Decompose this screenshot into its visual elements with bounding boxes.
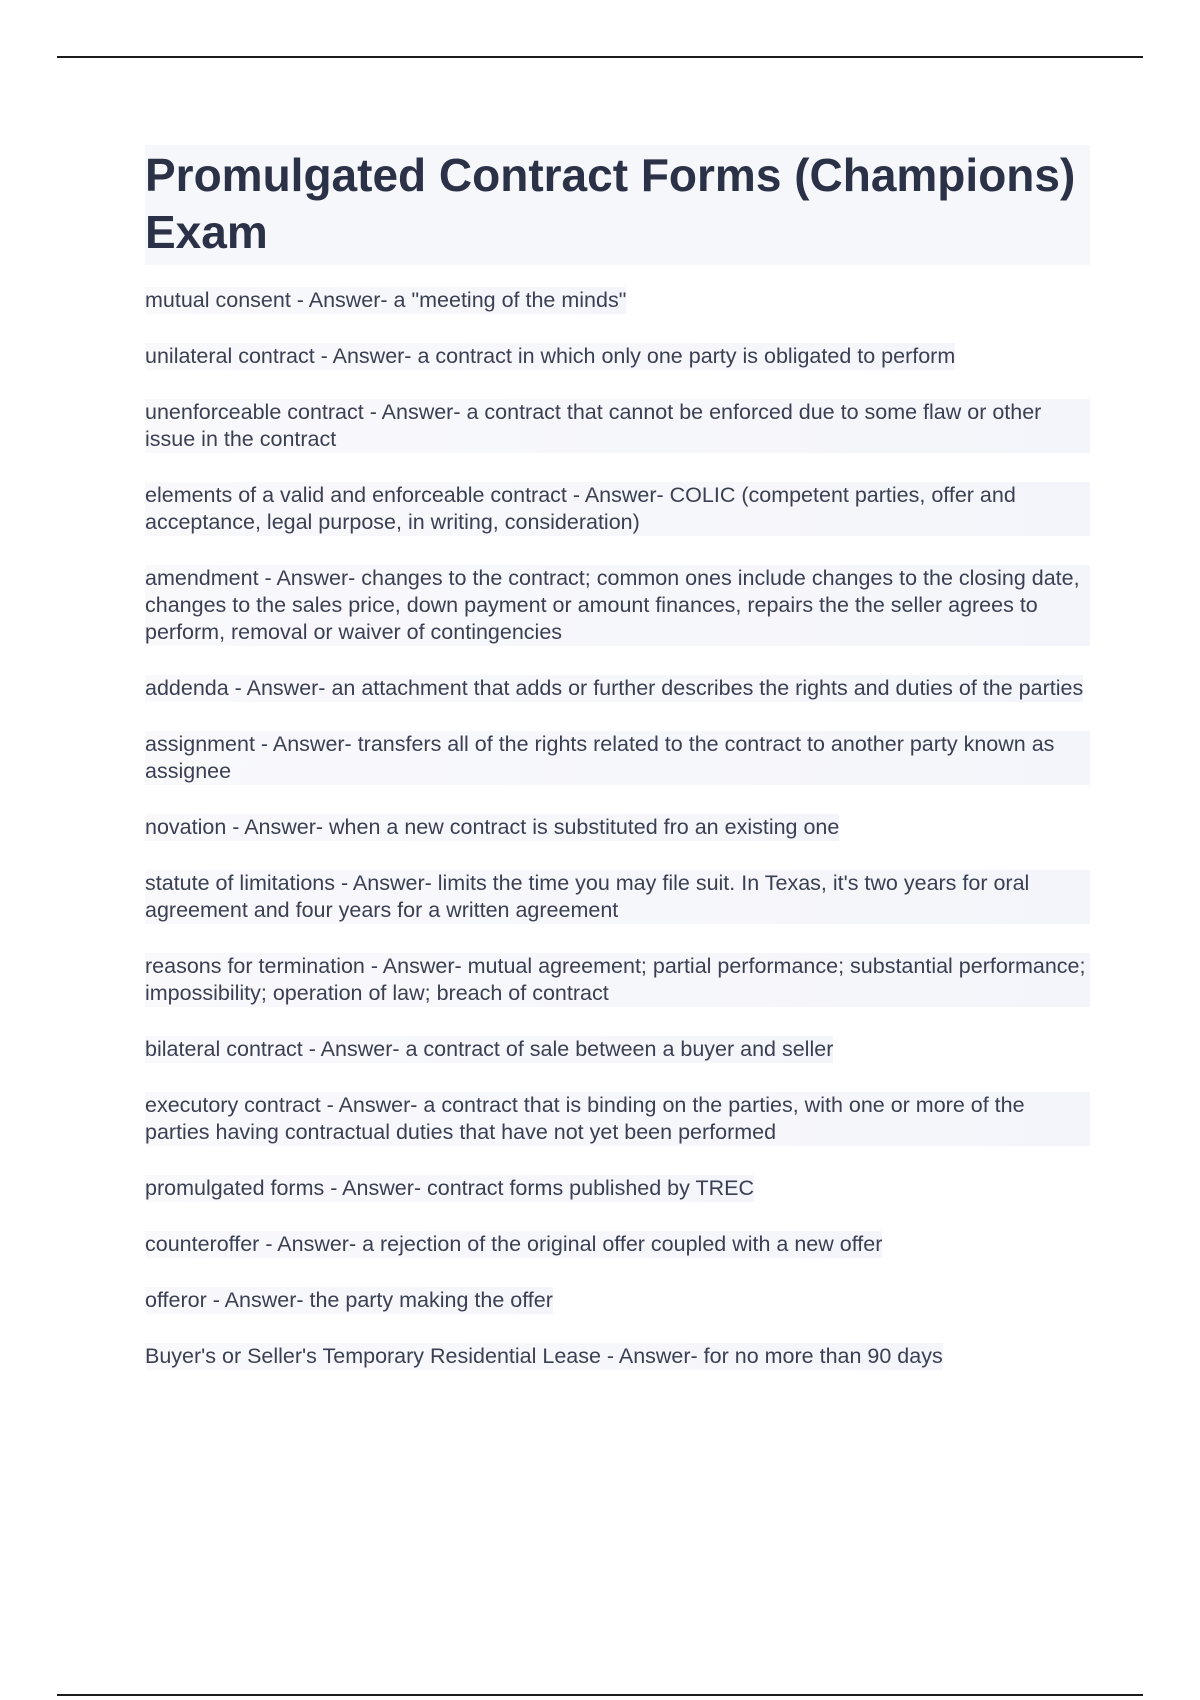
title-block bbox=[145, 145, 1090, 265]
qa-entry: elements of a valid and enforceable contract - Answer- COLIC (competent parties, offer and acceptance, legal purpose, in writing, consideration) bbox=[145, 482, 1090, 536]
qa-entry: assignment - Answer- transfers all of the rights related to the contract to another party known as assignee bbox=[145, 731, 1090, 785]
qa-entry: reasons for termination - Answer- mutual agreement; partial performance; substantial performance; impossibility; operation of law; breach of contract bbox=[145, 953, 1090, 1007]
qa-entry: amendment - Answer- changes to the contract; common ones include changes to the closing date, changes to the sales price, down payment or amount finances, repairs the the seller agrees to perform, removal or waiver of contingencies bbox=[145, 565, 1090, 646]
bottom-rule bbox=[57, 1694, 1143, 1696]
qa-entry: statute of limitations - Answer- limits the time you may file suit. In Texas, it's two years for oral agreement and four years for a written agreement bbox=[145, 870, 1090, 924]
qa-entry: bilateral contract - Answer- a contract of sale between a buyer and seller bbox=[145, 1037, 834, 1061]
document-title: Promulgated Contract Forms (Champions) Exam bbox=[145, 149, 1076, 258]
qa-entry: unilateral contract - Answer- a contract in which only one party is obligated to perform bbox=[145, 344, 956, 368]
qa-entry: addenda - Answer- an attachment that adds or further describes the rights and duties of the parties bbox=[145, 676, 1084, 700]
qa-entry: promulgated forms - Answer- contract forms published by TREC bbox=[145, 1176, 755, 1200]
qa-entry: mutual consent - Answer- a "meeting of the minds" bbox=[145, 288, 627, 312]
qa-entry: Buyer's or Seller's Temporary Residential Lease - Answer- for no more than 90 days bbox=[145, 1344, 943, 1368]
top-rule bbox=[57, 56, 1143, 58]
qa-entry: executory contract - Answer- a contract that is binding on the parties, with one or more of the parties having contractual duties that have not yet been performed bbox=[145, 1092, 1090, 1146]
qa-list bbox=[145, 287, 1090, 1370]
qa-entry: counteroffer - Answer- a rejection of the original offer coupled with a new offer bbox=[145, 1232, 883, 1256]
qa-entry: novation - Answer- when a new contract is substituted fro an existing one bbox=[145, 815, 840, 839]
document-body bbox=[145, 145, 1090, 1399]
qa-entry: offeror - Answer- the party making the offer bbox=[145, 1288, 553, 1312]
qa-entry: unenforceable contract - Answer- a contract that cannot be enforced due to some flaw or other issue in the contract bbox=[145, 399, 1090, 453]
